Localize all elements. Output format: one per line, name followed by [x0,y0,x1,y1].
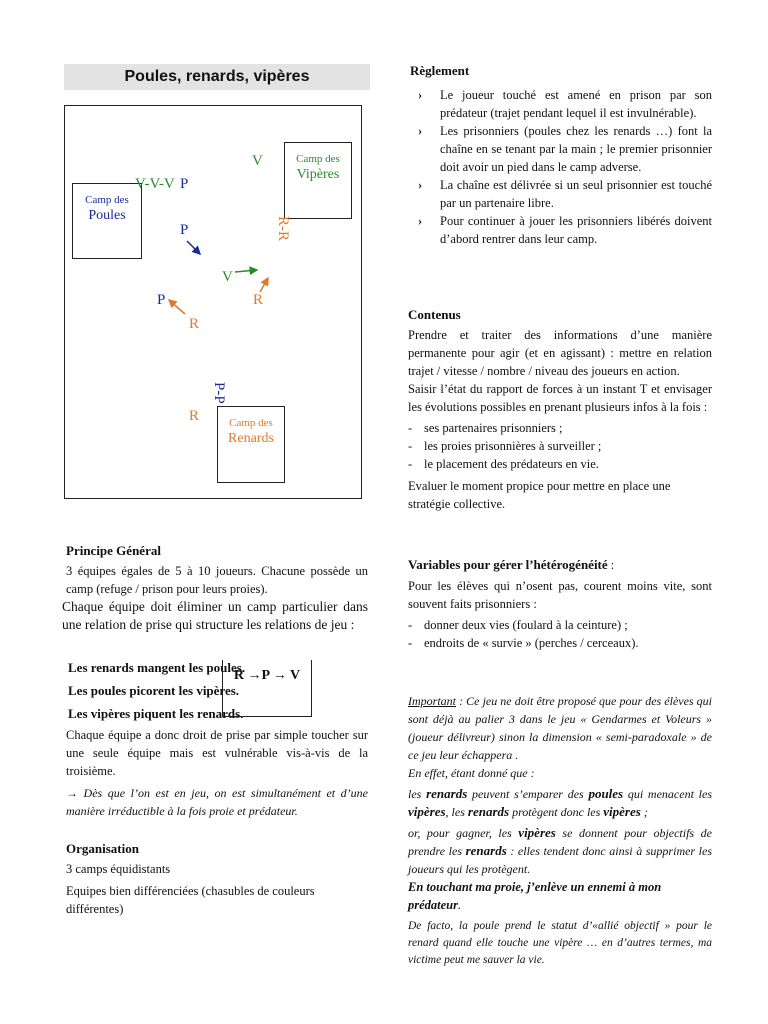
principe-section [62,542,368,634]
variables-item: - donner deux vies (foulard à la ceinture) ; [408,616,712,634]
organisation-line1: 3 camps équidistants [66,862,171,876]
principe-p4: Dès que l’on est en jeu, on est simultanément et d’une manière irréductible à la fois proie et prédateur. [66,786,368,818]
camp-renards-big: Renards [228,431,274,446]
camp-viperes-big: Vipères [296,167,340,182]
label-p-top: P [180,176,189,192]
variables-section [408,556,712,652]
cycle-text: R →P → V [233,668,301,683]
contenus-item: - ses partenaires prisonniers ; [408,419,712,437]
rule-renards: Les renards mangent les poules. [68,660,246,675]
label-v-mid: V [222,269,233,285]
principe-heading: Principe Général [66,543,161,558]
chevron-right-icon: › [418,88,423,102]
reglement-item: › La chaîne est délivrée si un seul prisonnier est touché par un partenaire libre. [418,178,712,210]
arrow-renard-mid [260,278,268,292]
organisation-line2: Equipes bien différenciées (chasubles de couleurs différentes) [66,884,315,916]
label-vvv: V-V-V [135,176,175,192]
variables-p1: Pour les élèves qui n’osent pas, courent moins vite, sont souvent faits prisonniers : [408,579,712,611]
camp-viperes-small: Camp des [296,153,340,165]
reglement-item: › Le joueur touché est amené en prison par son prédateur (trajet pendant lequel il est invulnérable). [418,88,712,120]
label-r-mid: R [253,292,264,308]
organisation-heading: Organisation [66,841,139,856]
variables-list [408,616,712,652]
variables-heading-tail: : [607,558,615,572]
reglement-section [410,62,712,248]
important-p2: En effet, étant donné que : [408,766,535,780]
reglement-item: › Les prisonniers (poules chez les renards …) font la chaîne en se tenant par la main ; le premier prisonnier doit avoir un pied dans le camp adverse. [418,124,712,174]
arrow-vipere [235,270,257,272]
principe-tail [66,726,368,820]
contenus-heading: Contenus [408,307,461,322]
prise-rules [68,656,245,725]
label-r-bottom: R [189,408,200,424]
rule-poules: Les poules picorent les vipères. [68,683,240,698]
variables-heading: Variables pour gérer l’hétérogénéité [408,557,608,572]
reglement-heading: Règlement [410,63,470,78]
important-p5: En touchant ma proie, j’enlève un ennemi à mon prédateur. [408,880,662,912]
contenus-p2: Saisir l’état du rapport de forces à un instant T et envisager les évolutions possibles en prenant plusieurs infos à la fois : [408,382,712,414]
contenus-section [408,306,712,513]
arrow-poule [187,241,200,254]
game-diagram [64,105,362,499]
principe-p2: Chaque équipe doit éliminer un camp particulier dans une relation de prise qui structure les relations de jeu : [62,599,368,632]
label-r-left: R [189,316,200,332]
important-p6: De facto, la poule prend le statut d’«allié objectif » pour le renard quand elle touche une vipère … en d’autres termes, ma victime peut me sauver la vie. [408,920,712,966]
chevron-right-icon: › [418,214,423,228]
variables-item: - endroits de « survie » (perches / cerceaux). [408,634,712,652]
important-p3: les renards peuvent s’emparer des poules qui menacent les vipères, les renards protègent donc les vipères ; [408,786,712,819]
organisation-section [66,840,368,918]
label-v-top: V [252,153,263,169]
important-label: Important [408,694,456,708]
reglement-item: › Pour continuer à jouer les prisonniers libérés doivent d’abord rentrer dans leur camp. [418,214,712,246]
contenus-p3: Evaluer le moment propice pour mettre en place une stratégie collective. [408,479,671,511]
chevron-right-icon: › [418,124,423,138]
contenus-item: - le placement des prédateurs en vie. [408,455,712,473]
important-p4: or, pour gagner, les vipères se donnent pour objectifs de prendre les renards : elles tendent donc ainsi à supprimer les joueurs qui les protègent. [408,825,713,876]
arrow-renard-left [169,300,185,314]
page-title: Poules, renards, vipères [64,64,370,90]
label-p-left: P [157,292,166,308]
arrow-right-icon: → [66,786,78,800]
contenus-list [408,419,712,473]
label-p-mid: P [180,222,189,238]
contenus-p1: Prendre et traiter des informations d’une manière permanente pour agir (et en agissant) : mettre en relation trajet / vitesse / nombre / niveau des joueurs en action. [408,328,712,378]
label-rr-vertical: R-R [275,216,291,242]
reglement-list [410,86,712,248]
rule-viperes: Les vipères piquent les renards. [68,706,244,721]
label-pp-vertical: P-P [211,382,227,404]
camp-renards-small: Camp des [229,417,273,429]
chevron-right-icon: › [418,178,423,192]
camp-poules-big: Poules [88,208,126,223]
cycle-box [222,660,312,717]
contenus-item: - les proies prisonnières à surveiller ; [408,437,712,455]
principe-p3: Chaque équipe a donc droit de prise par simple toucher sur une seule équipe mais est vulnérable vis-à-vis de la troisième. [66,728,368,778]
principe-p1: 3 équipes égales de 5 à 10 joueurs. Chacune possède un camp (refuge / prison pour leurs proies). [66,564,368,596]
important-section [408,692,712,969]
important-p1: : Ce jeu ne doit être proposé que pour des élèves qui sont déjà au palier 3 dans le jeu « Gendarmes et Voleurs » (joueur délivreur) sinon la dimension « semi-paradoxale » de ce jeu leur échappera . [408,694,712,762]
camp-poules-small: Camp des [85,194,129,206]
diagram-arrows [65,106,361,498]
